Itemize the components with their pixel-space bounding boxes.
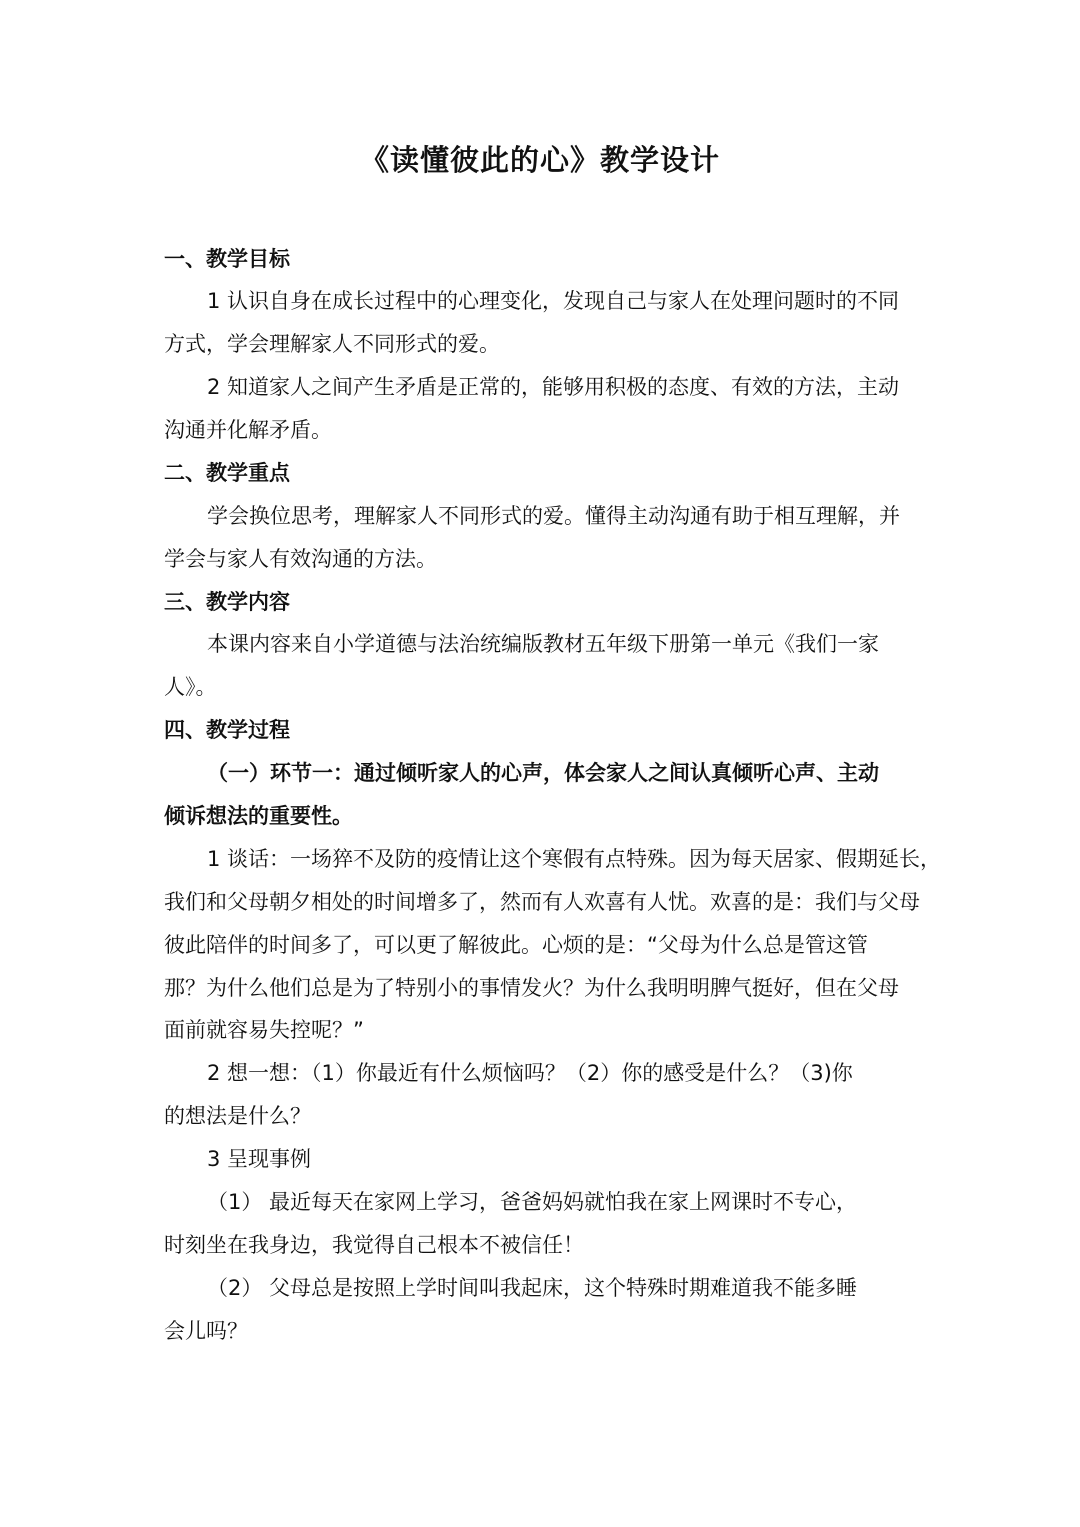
talk-line-1: 1 谈话：一场猝不及防的疫情让这个寒假有点特殊。因为每天居家、假期延长， <box>207 847 942 871</box>
key-points-line-1: 学会换位思考，理解家人不同形式的爱。懂得主动沟通有助于相互理解，并 <box>207 504 900 528</box>
key-points-line-2: 学会与家人有效沟通的方法。 <box>164 547 437 571</box>
goal-2-line-2: 沟通并化解矛盾。 <box>164 418 332 442</box>
talk-line-5: 面前就容易失控呢？” <box>164 1018 364 1042</box>
section-1-heading-line-1: （一）环节一：通过倾听家人的心声，体会家人之间认真倾听心声、主动 <box>207 761 879 785</box>
think-line-1: 2 想一想：（1）你最近有什么烦恼吗？（2）你的感受是什么？（3)你 <box>207 1061 853 1085</box>
talk-line-4: 那？为什么他们总是为了特别小的事情发火？为什么我明明脾气挺好，但在父母 <box>164 976 899 1000</box>
think-line-2: 的想法是什么？ <box>164 1104 311 1128</box>
heading-key-points: 二、教学重点 <box>164 461 290 485</box>
heading-content: 三、教学内容 <box>164 590 290 614</box>
example-2-line-2: 会儿吗？ <box>164 1319 248 1343</box>
goal-1-line-1: 1 认识自身在成长过程中的心理变化，发现自己与家人在处理问题时的不同 <box>207 289 900 313</box>
heading-process: 四、教学过程 <box>164 718 290 742</box>
example-2-line-1: （2） 父母总是按照上学时间叫我起床，这个特殊时期难道我不能多睡 <box>207 1276 858 1300</box>
examples-heading: 3 呈现事例 <box>207 1147 312 1171</box>
section-1-heading-line-2: 倾诉想法的重要性。 <box>164 804 353 828</box>
talk-line-3: 彼此陪伴的时间多了，可以更了解彼此。心烦的是：“父母为什么总是管这管 <box>164 933 868 957</box>
example-1-line-2: 时刻坐在我身边，我觉得自己根本不被信任！ <box>164 1233 584 1257</box>
goal-2-line-1: 2 知道家人之间产生矛盾是正常的，能够用积极的态度、有效的方法，主动 <box>207 375 900 399</box>
talk-line-2: 我们和父母朝夕相处的时间增多了，然而有人欢喜有人忧。欢喜的是：我们与父母 <box>164 890 920 914</box>
document-title: 《读懂彼此的心》教学设计 <box>359 143 720 177</box>
example-1-line-1: （1） 最近每天在家网上学习，爸爸妈妈就怕我在家上网课时不专心， <box>207 1190 858 1214</box>
content-line-1: 本课内容来自小学道德与法治统编版教材五年级下册第一单元《我们一家 <box>207 632 879 656</box>
heading-teaching-goals: 一、教学目标 <box>164 247 290 271</box>
content-line-2: 人》。 <box>164 675 217 699</box>
goal-1-line-2: 方式，学会理解家人不同形式的爱。 <box>164 332 500 356</box>
